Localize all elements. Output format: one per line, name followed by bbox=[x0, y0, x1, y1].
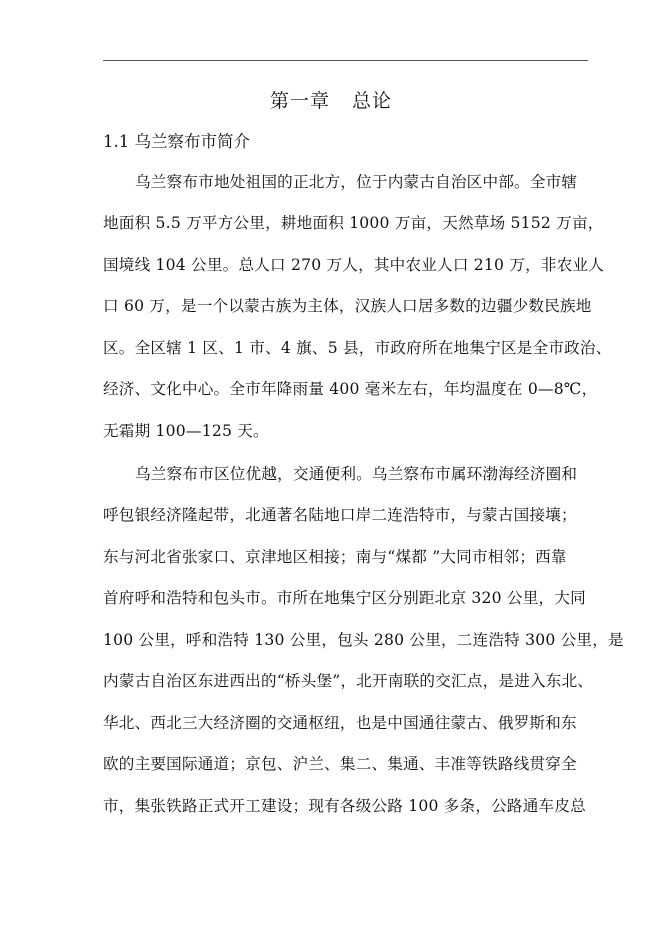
paragraph-2-line: 乌兰察布市区位优越，交通便利。乌兰察布市属环渤海经济圈和 bbox=[135, 465, 578, 483]
paragraph-2-line: 市，集张铁路正式开工建设；现有各级公路 100 多条，公路通车皮总 bbox=[103, 797, 586, 815]
paragraph-1-line: 乌兰察布市地处祖国的正北方，位于内蒙古自治区中部。全市辖 bbox=[135, 173, 578, 191]
paragraph-2-line: 呼包银经济隆起带，北通著名陆地口岸二连浩特市，与蒙古国接壤； bbox=[103, 506, 577, 524]
paragraph-1-line: 口 60 万，是一个以蒙古族为主体，汉族人口居多数的边疆少数民族地 bbox=[103, 297, 592, 315]
paragraph-1-line: 经济、文化中心。全市年降雨量 400 毫米左右，年均温度在 0—8℃， bbox=[103, 380, 598, 398]
paragraph-1-line: 无霜期 100—125 天。 bbox=[103, 422, 269, 440]
section-heading: 1.1 乌兰察布市简介 bbox=[103, 132, 250, 151]
paragraph-1-line: 区。全区辖 1 区、1 市、4 旗、5 县，市政府所在地集宁区是全市政治、 bbox=[103, 339, 612, 357]
paragraph-2-line: 内蒙古自治区东进西出的“桥头堡”，北开南联的交汇点，是进入东北、 bbox=[103, 672, 594, 690]
paragraph-2-line: 首府呼和浩特和包头市。市所在地集宁区分别距北京 320 公里，大同 bbox=[103, 589, 586, 607]
chapter-title bbox=[0, 86, 662, 113]
paragraph-2-line: 东与河北省张家口、京津地区相接；南与“煤都 ”大同市相邻；西靠 bbox=[103, 548, 567, 566]
header-rule bbox=[103, 60, 588, 61]
chapter-name: 总论 bbox=[352, 90, 393, 112]
chapter-number: 第一章 bbox=[269, 90, 330, 112]
paragraph-1-line: 国境线 104 公里。总人口 270 万人，其中农业人口 210 万，非农业人 bbox=[103, 256, 605, 274]
paragraph-2-line: 华北、西北三大经济圈的交通枢纽，也是中国通往蒙古、俄罗斯和东 bbox=[103, 714, 577, 732]
paragraph-1-line: 地面积 5.5 万平方公里，耕地面积 1000 万亩，天然草场 5152 万亩， bbox=[103, 214, 604, 232]
paragraph-2-line: 欧的主要国际通道；京包、沪兰、集二、集通、丰准等铁路线贯穿全 bbox=[103, 755, 577, 773]
paragraph-2-line: 100 公里，呼和浩特 130 公里，包头 280 公里，二连浩特 300 公里，是 bbox=[103, 631, 624, 649]
